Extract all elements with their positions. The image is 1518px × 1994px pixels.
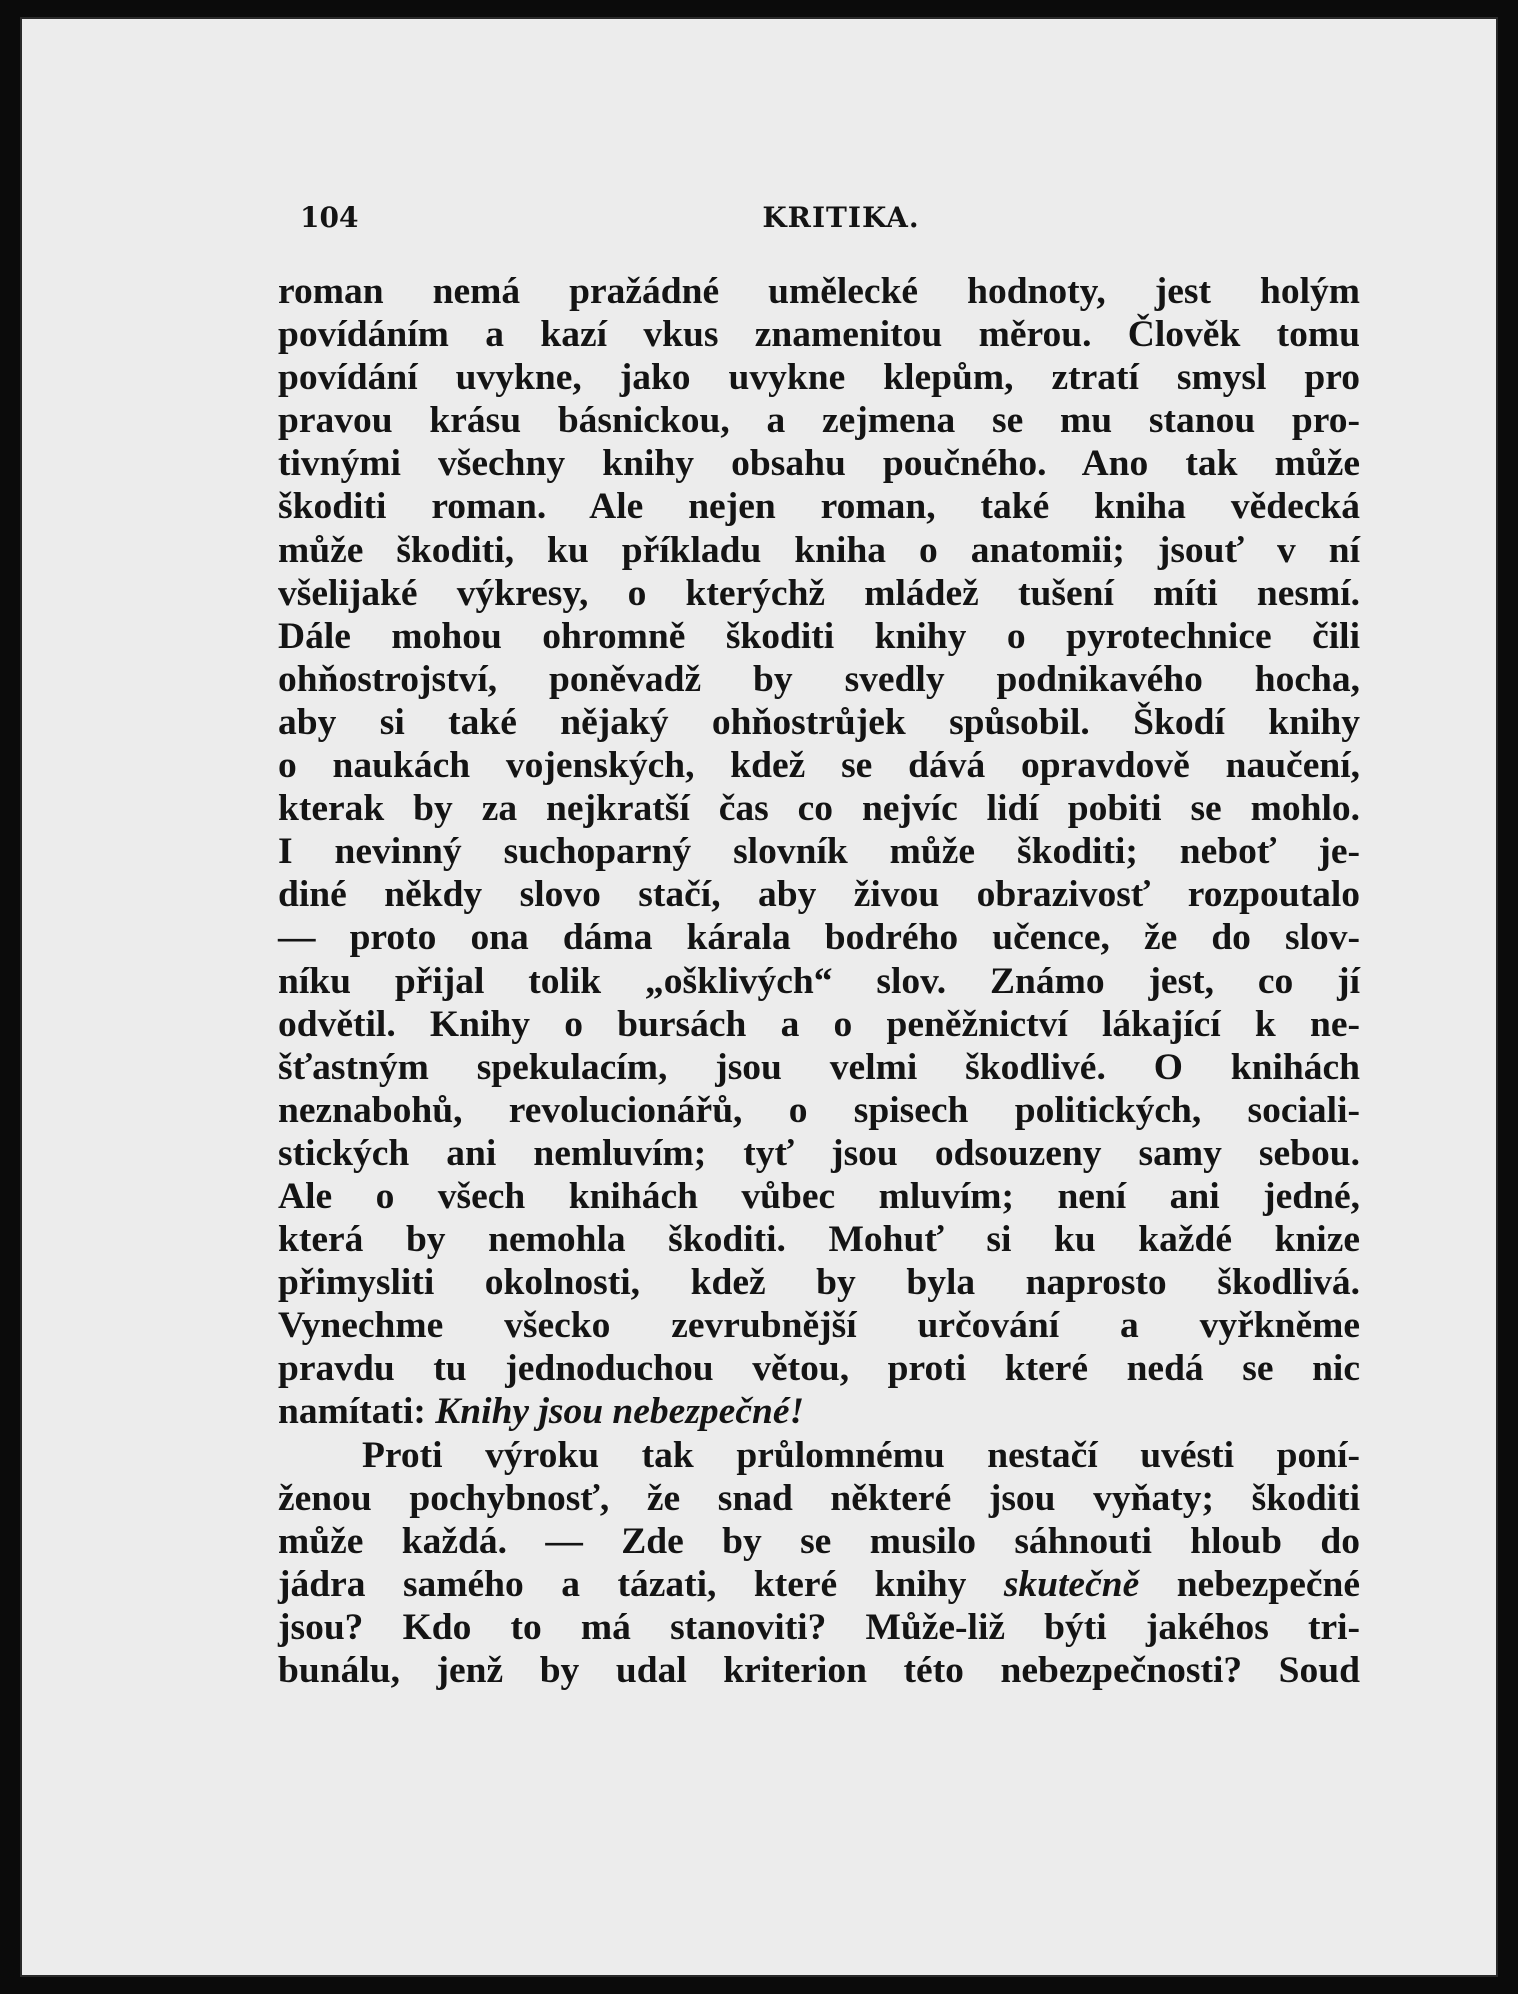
page-header [300, 201, 1382, 245]
text-line: stických ani nemluvím; tyť jsou odsouzeny samy sebou. [278, 1132, 1360, 1174]
text-line: pravou krásu básnickou, a zejmena se mu stanou pro- [278, 400, 1360, 442]
text-line: diné někdy slovo stačí, aby živou obrazivosť rozpoutalo [278, 874, 1360, 916]
text-line: všelijaké výkresy, o kterýchž mládež tušení míti nesmí. [278, 572, 1360, 614]
text-line: šťastným spekulacím, jsou velmi škodlivé. O knihách [278, 1046, 1360, 1088]
page-number: 104 [300, 201, 359, 234]
text-line: ohňostrojství, poněvadž by svedly podnikavého hocha, [278, 658, 1360, 700]
emphasized-word: skutečně [1003, 1563, 1140, 1605]
body-text [278, 270, 1360, 1692]
text-line: Vynechme všecko zevrubnější určování a vyřkněme [278, 1305, 1360, 1347]
emphasized-phrase: Knihy jsou nebezpečné! [435, 1391, 805, 1433]
text-line: níku přijal tolik „ošklivých“ slov. Známo jest, co jí [278, 960, 1360, 1002]
running-head: KRITIKA. [762, 201, 920, 234]
text-line: — proto ona dáma kárala bodrého učence, že do slov- [278, 917, 1360, 959]
text-line: ženou pochybnosť, že snad některé jsou vyňaty; škoditi [278, 1477, 1360, 1519]
text-line: jádra samého a tázati, které knihy skutečně nebezpečné [278, 1563, 1360, 1605]
text-line: neznabohů, revolucionářů, o spisech politických, sociali- [278, 1089, 1360, 1131]
text-line: roman nemá pražádné umělecké hodnoty, jest holým [278, 271, 1360, 312]
text-line: bunálu, jenž by udal kriterion této nebezpečnosti? Soud [278, 1650, 1360, 1691]
text-line: povídáním a kazí vkus znamenitou měrou. Člověk tomu [278, 314, 1360, 356]
text-line: aby si také nějaký ohňostrůjek spůsobil. Škodí knihy [278, 701, 1360, 743]
text-line: pravdu tu jednoduchou větou, proti které nedá se nic [278, 1348, 1360, 1390]
text-line: může škoditi, ku příkladu kniha o anatomii; jsouť v ní [278, 529, 1360, 571]
text-line: může každá. — Zde by se musilo sáhnouti hloub do [278, 1520, 1360, 1562]
text-line: namítati: Knihy jsou nebezpečné! [278, 1391, 805, 1433]
text-line: Dále mohou ohromně škoditi knihy o pyrotechnice čili [278, 615, 1360, 657]
text-line: škoditi roman. Ale nejen roman, také kniha vědecká [278, 486, 1360, 528]
text-line: přimysliti okolnosti, kdež by byla naprosto škodlivá. [278, 1262, 1360, 1304]
text-line: Proti výroku tak průlomnému nestačí uvésti poní- [362, 1434, 1360, 1476]
text-line: odvětil. Knihy o bursách a o peněžnictví lákající k ne- [278, 1003, 1360, 1045]
text-line: kterak by za nejkratší čas co nejvíc lidí pobiti se mohlo. [278, 788, 1360, 830]
text-line: o naukách vojenských, kdež se dává opravdově naučení, [278, 745, 1360, 787]
text-line: tivnými všechny knihy obsahu poučného. Ano tak může [278, 443, 1360, 485]
text-line: I nevinný suchoparný slovník může škoditi; neboť je- [278, 831, 1360, 873]
text-line: jsou? Kdo to má stanoviti? Může-liž býti jakéhos tri- [278, 1606, 1360, 1648]
text-line: která by nemohla škoditi. Mohuť si ku každé knize [278, 1219, 1360, 1261]
text-line: Ale o všech knihách vůbec mluvím; není ani jedné, [278, 1175, 1360, 1217]
text-line: povídání uvykne, jako uvykne klepům, ztratí smysl pro [278, 357, 1360, 399]
